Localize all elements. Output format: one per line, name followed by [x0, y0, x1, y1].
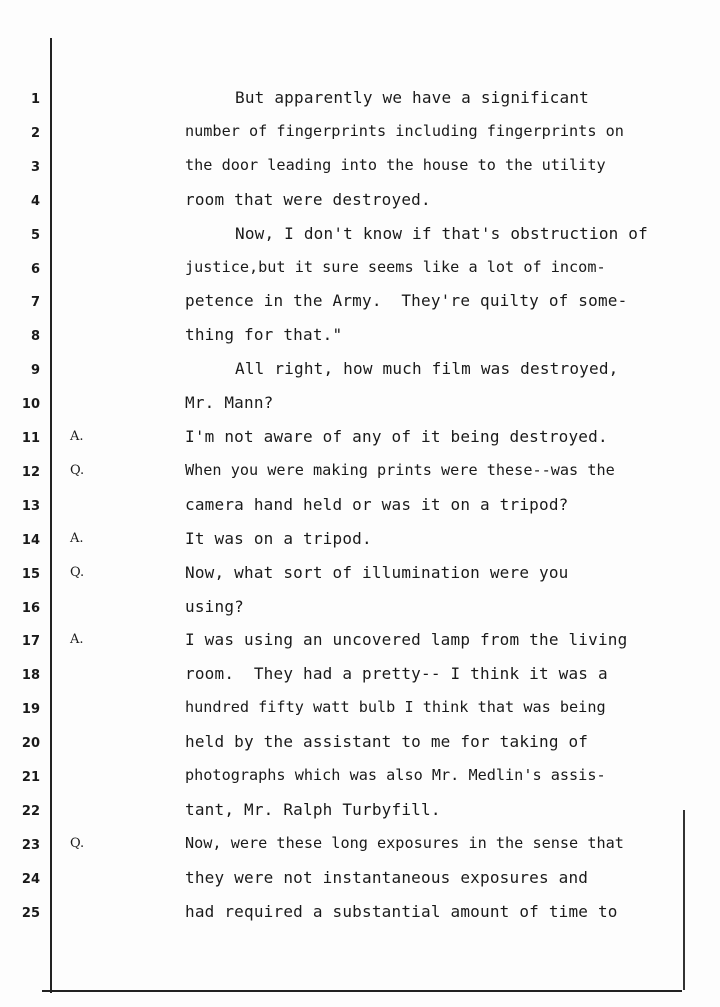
line-number: 17 [21, 634, 40, 650]
line-number: 10 [21, 397, 40, 413]
line-number: 25 [21, 905, 40, 921]
line-number: 3 [30, 159, 40, 175]
line-text: Mr. Mann? [185, 393, 274, 413]
line-number: 18 [21, 668, 40, 684]
line-text: held by the assistant to me for taking of [185, 732, 589, 752]
line-text: thing for that." [185, 325, 343, 345]
line-number: 14 [21, 532, 40, 548]
line-number: 2 [30, 125, 40, 141]
transcript-line [0, 321, 720, 355]
line-number: 19 [21, 702, 40, 718]
transcript-line [0, 525, 720, 559]
line-number: 12 [21, 464, 40, 480]
speaker-label: A. [70, 632, 84, 648]
transcript-line [0, 728, 720, 762]
transcript-line [0, 457, 720, 491]
line-number: 15 [21, 566, 40, 582]
line-number: 23 [21, 837, 40, 853]
line-text: photographs which was also Mr. Medlin's assis- [185, 766, 606, 784]
line-text: tant, Mr. Ralph Turbyfill. [185, 799, 441, 819]
line-text: When you were making prints were these--was the [185, 460, 615, 479]
transcript-line [0, 355, 720, 389]
line-text: justice,but it sure seems like a lot of incom- [185, 257, 606, 276]
transcript-line [0, 287, 720, 321]
line-number: 8 [30, 329, 40, 345]
line-number: 5 [30, 227, 40, 243]
transcript-line [0, 389, 720, 423]
speaker-label: A. [70, 530, 84, 546]
line-number: 6 [30, 261, 40, 277]
line-number: 21 [21, 770, 40, 785]
line-text: But apparently we have a significant [235, 88, 589, 107]
line-text: room. They had a pretty-- I think it was a [185, 664, 608, 684]
line-text: camera hand held or was it on a tripod? [185, 494, 569, 514]
line-text: hundred fifty watt bulb I think that was being [185, 698, 606, 717]
line-number: 16 [21, 600, 40, 616]
line-number: 24 [21, 871, 40, 887]
line-text: had required a substantial amount of time to [185, 901, 618, 921]
bottom-margin-rule [42, 990, 682, 992]
line-text: Now, I don't know if that's obstruction of [235, 223, 648, 243]
speaker-label: Q. [70, 462, 85, 478]
line-number: 7 [30, 295, 40, 311]
line-text: Now, were these long exposures in the sense that [185, 833, 624, 852]
speaker-label: A. [70, 429, 84, 444]
line-number: 13 [21, 498, 40, 514]
transcript-line [0, 84, 720, 118]
transcript-line [0, 423, 720, 457]
line-text: I was using an uncovered lamp from the living [185, 630, 628, 650]
speaker-label: Q. [70, 564, 85, 580]
transcript-line [0, 254, 720, 288]
line-text: I'm not aware of any of it being destroyed. [185, 427, 608, 446]
line-number: 11 [21, 431, 40, 446]
line-text: room that were destroyed. [185, 189, 431, 209]
transcript-line [0, 491, 720, 525]
line-number: 9 [30, 363, 40, 379]
transcript-line [0, 864, 720, 898]
line-number: 1 [30, 92, 40, 107]
transcript-line [0, 118, 720, 152]
line-text: the door leading into the house to the utility [185, 155, 606, 174]
transcript-line [0, 220, 720, 254]
line-number: 22 [21, 803, 40, 819]
line-text: All right, how much film was destroyed, [235, 359, 619, 379]
transcript-line [0, 559, 720, 593]
transcript-line [0, 694, 720, 728]
transcript-line [0, 898, 720, 932]
line-text: they were not instantaneous exposures and [185, 867, 589, 887]
transcript-line [0, 593, 720, 627]
line-text: It was on a tripod. [185, 528, 372, 548]
line-number: 20 [21, 736, 40, 752]
transcript-line [0, 796, 720, 830]
line-text: using? [185, 596, 244, 616]
speaker-label: Q. [70, 835, 85, 851]
line-text: Now, what sort of illumination were you [185, 562, 569, 582]
transcript-line [0, 152, 720, 186]
transcript-line [0, 660, 720, 694]
line-number: 4 [30, 193, 40, 209]
transcript-line [0, 830, 720, 864]
transcript-line [0, 186, 720, 220]
transcript-line [0, 762, 720, 796]
line-text: petence in the Army. They're quilty of some- [185, 291, 628, 311]
line-text: number of fingerprints including fingerprints on [185, 121, 624, 140]
transcript-line [0, 626, 720, 660]
